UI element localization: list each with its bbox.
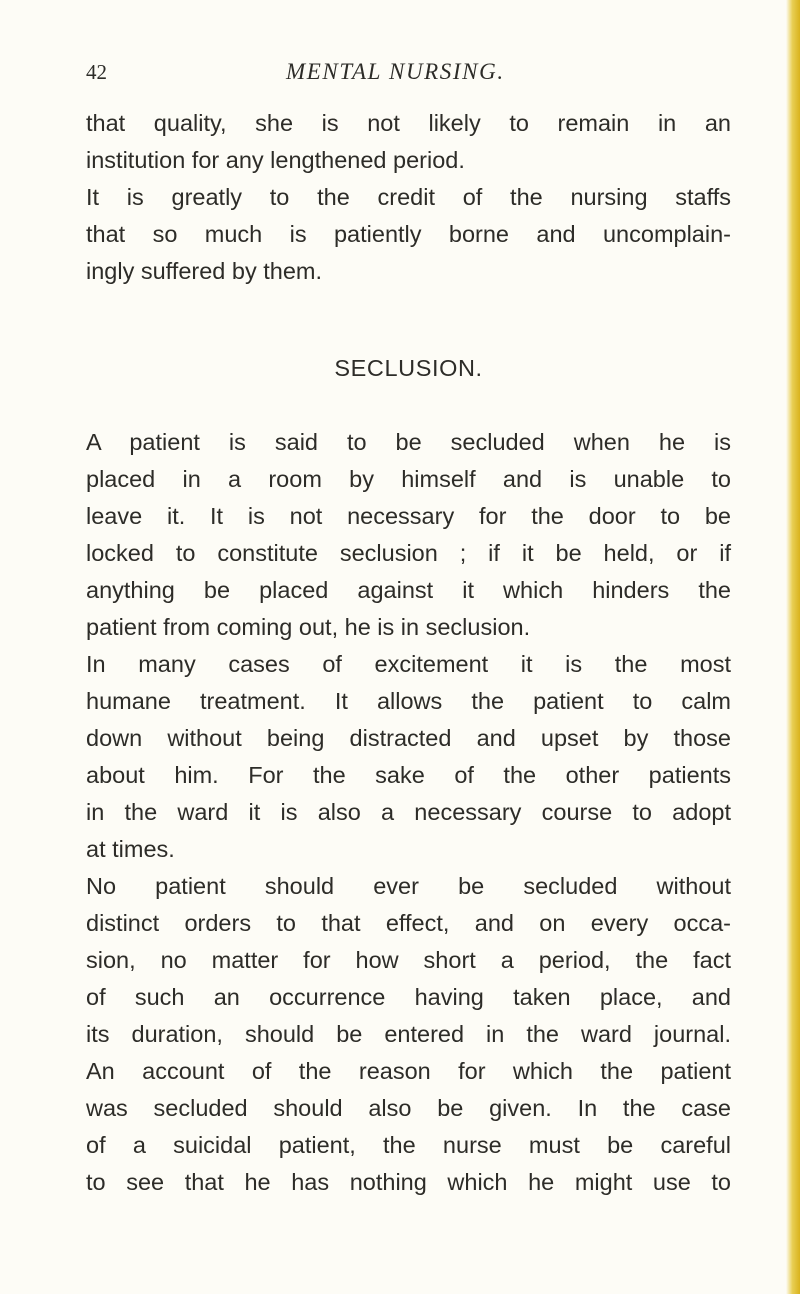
paragraph-3: [86, 424, 731, 646]
text-line: of a suicidal patient, the nurse must be careful: [86, 1132, 731, 1158]
text-line: sion, no matter for how short a period, the fact: [86, 947, 731, 973]
page-header: [86, 56, 726, 88]
text-line: patient from coming out, he is in seclusion.: [86, 614, 531, 640]
text-line: An account of the reason for which the patient: [86, 1058, 731, 1084]
text-line: anything be placed against it which hinders the: [86, 577, 731, 603]
text-line: placed in a room by himself and is unable to: [86, 466, 731, 492]
text-line: leave it. It is not necessary for the door to be: [86, 503, 731, 529]
text-line: in the ward it is also a necessary course to adopt: [86, 799, 731, 825]
text-line: ingly suffered by them.: [86, 258, 322, 284]
paragraph-1: [86, 105, 731, 179]
text-line: A patient is said to be secluded when he is: [86, 429, 731, 455]
text-line: about him. For the sake of the other patients: [86, 762, 731, 788]
text-line: humane treatment. It allows the patient to calm: [86, 688, 731, 714]
page-edge-gilding: [786, 0, 800, 1294]
section-heading: SECLUSION.: [334, 355, 483, 381]
paragraph-2: [86, 179, 731, 290]
text-line: that quality, she is not likely to remain in an: [86, 110, 731, 136]
paragraph-5: [86, 868, 731, 1201]
text-line: It is greatly to the credit of the nursing staffs: [86, 184, 731, 210]
text-line: In many cases of excitement it is the most: [86, 651, 731, 677]
text-line: at times.: [86, 836, 175, 862]
page-number: 42: [86, 60, 107, 84]
text-line: that so much is patiently borne and uncomplain-: [86, 221, 731, 247]
text-line: of such an occurrence having taken place, and: [86, 984, 731, 1010]
text-line: to see that he has nothing which he might use to: [86, 1169, 731, 1195]
running-title: MENTAL NURSING.: [286, 59, 505, 84]
text-line: was secluded should also be given. In the case: [86, 1095, 731, 1121]
text-line: No patient should ever be secluded without: [86, 873, 731, 899]
text-line: down without being distracted and upset by those: [86, 725, 731, 751]
text-line: institution for any lengthened period.: [86, 147, 465, 173]
text-line: distinct orders to that effect, and on every occa-: [86, 910, 731, 936]
text-line: locked to constitute seclusion ; if it be held, or if: [86, 540, 731, 566]
text-line: its duration, should be entered in the ward journal.: [86, 1021, 731, 1047]
paragraph-4: [86, 646, 731, 868]
